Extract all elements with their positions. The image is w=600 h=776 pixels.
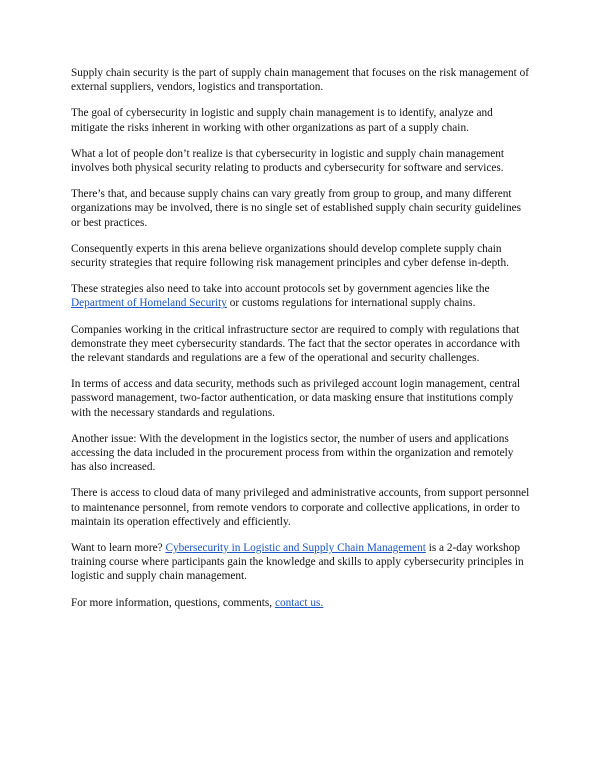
paragraph-cybersecurity-goal: The goal of cybersecurity in logistic and supply chain management is to identify, analyze and mitigate the risks inherent in working with other organizations as part of a supply chain. bbox=[71, 107, 493, 134]
paragraph-text: Want to learn more? bbox=[71, 542, 166, 555]
document-page bbox=[71, 66, 531, 622]
paragraph-security-strategies: Consequently experts in this arena believe organizations should develop complete supply chain security strategies that require following risk management principles and cyber defense in-depth. bbox=[71, 242, 509, 270]
course-link[interactable]: Cybersecurity in Logistic and Supply Chain Management bbox=[165, 542, 426, 555]
paragraph-contact bbox=[71, 596, 531, 610]
paragraph-text: is a 2-day workshop training course where participants gain the knowledge and skills to apply cybersecurity principles in logistic and supply chain management. bbox=[71, 542, 524, 583]
paragraph-physical-and-cyber: What a lot of people don’t realize is that cybersecurity in logistic and supply chain management involves both physical security relating to products and cybersecurity for software and services. bbox=[71, 147, 505, 175]
paragraph-text: For more information, questions, comments, bbox=[71, 596, 275, 609]
paragraph-critical-infrastructure: Companies working in the critical infrastructure sector are required to comply with regulations that demonstrate they meet cybersecurity standards. The fact that the sector operates in accordance with the relevant standards and regulations are a few of the operational and security challenges. bbox=[71, 323, 520, 365]
paragraph-another-issue: Another issue: With the development in the logistics sector, the number of users and applications accessing the data included in the procurement process from within the organization and remotely has also increased. bbox=[71, 432, 514, 474]
paragraph-text: or customs regulations for international supply chains. bbox=[226, 297, 476, 310]
contact-us-link[interactable]: contact us. bbox=[274, 596, 324, 609]
homeland-security-link[interactable]: Department of Homeland Security bbox=[71, 297, 227, 310]
paragraph-cloud-data-access: There is access to cloud data of many privileged and administrative accounts, from support personnel to maintenance personnel, from remote vendors to corporate and collective applications, in order to maintain its operation effectively and efficiently. bbox=[71, 487, 530, 528]
paragraph-text: These strategies also need to take into account protocols set by government agencies like the bbox=[71, 283, 490, 296]
paragraph-no-single-guidelines: There’s that, and because supply chains can vary greatly from group to group, and many different organizations may be involved, there is no single set of established supply chain security guidelines or best practices. bbox=[71, 188, 521, 229]
paragraph-access-data-security: In terms of access and data security, methods such as privileged account login management, central password management, two-factor authentication, or data masking ensure that institutions comply with the necessary standards and regulations. bbox=[71, 378, 521, 419]
paragraph-learn-more bbox=[71, 541, 531, 584]
paragraph-supply-chain-security: Supply chain security is the part of supply chain management that focuses on the risk management of external suppliers, vendors, logistics and transportation. bbox=[71, 67, 530, 94]
paragraph-government-protocols bbox=[71, 282, 531, 310]
